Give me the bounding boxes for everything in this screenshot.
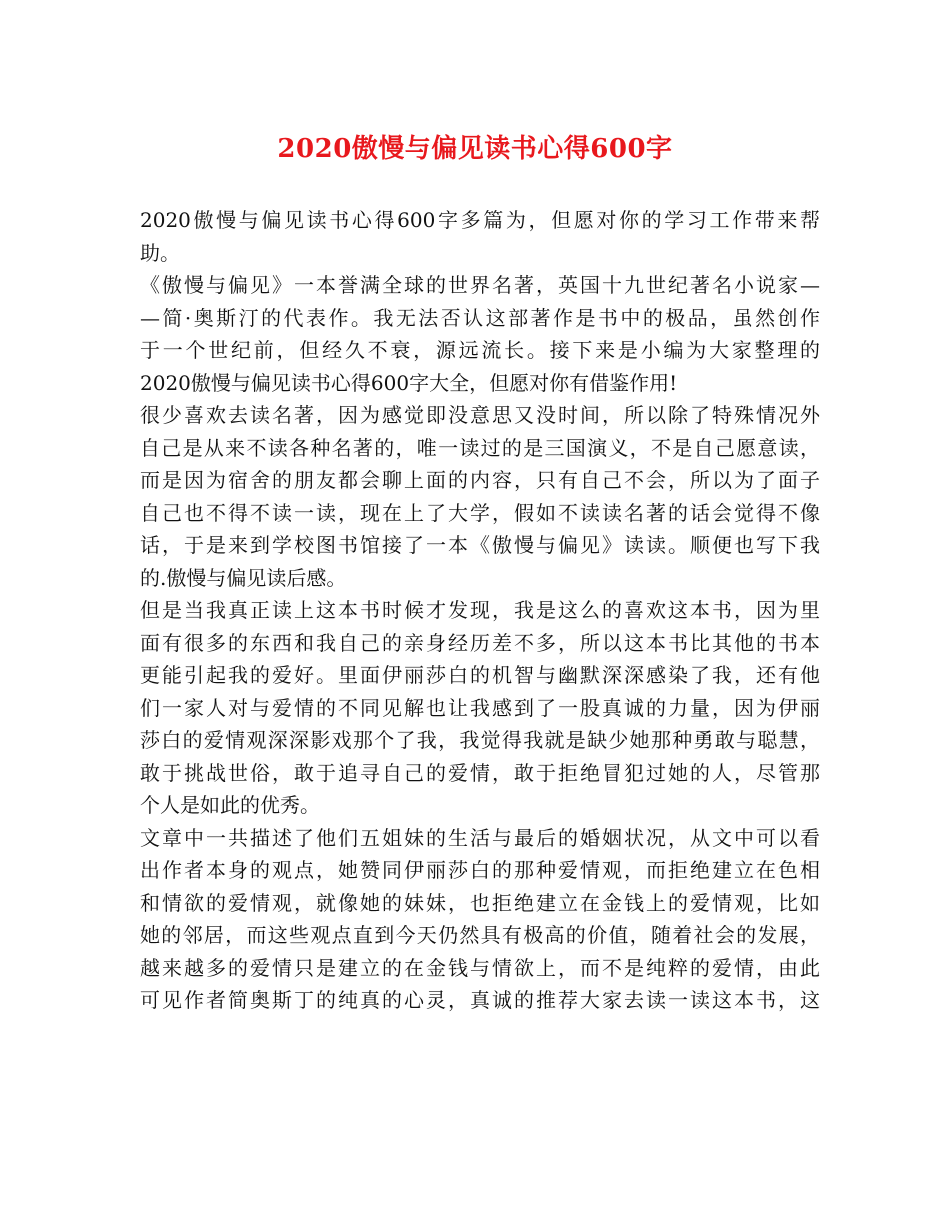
text-line: 个人是如此的优秀。 (140, 793, 320, 817)
document-title: 2020傲慢与偏见读书心得600字 (277, 134, 673, 164)
text-line: 可见作者简奥斯丁的纯真的心灵，真诚的推荐大家去读一读这本书，这 (140, 988, 820, 1012)
text-line: 敢于挑战世俗，敢于追寻自己的爱情，敢于拒绝冒犯过她的人，尽管那 (140, 760, 820, 785)
text-line: 们一家人对与爱情的不同见解也让我感到了一股真诚的力量，因为伊丽 (140, 695, 820, 720)
text-line: 《傲慢与偏见》一本誉满全球的世界名著，英国十九世纪著名小说家— (140, 273, 820, 297)
text-line: 的.傲慢与偏见读后感。 (140, 565, 347, 590)
text-line: 更能引起我的爱好。里面伊丽莎白的机智与幽默深深感染了我，还有他 (140, 663, 820, 687)
text-line: 自己是从来不读各种名著的，唯一读过的是三国演义，不是自己愿意读， (140, 435, 820, 460)
text-line: 文章中一共描述了他们五姐妹的生活与最后的婚姻状况，从文中可以看 (140, 825, 820, 850)
text-line: 而是因为宿舍的朋友都会聊上面的内容，只有自己不会，所以为了面子 (140, 468, 820, 492)
text-line: 话，于是来到学校图书馆接了一本《傲慢与偏见》读读。顺便也写下我 (140, 533, 820, 557)
text-line: 助。 (140, 240, 180, 265)
text-line: 和情欲的爱情观，就像她的妹妹，也拒绝建立在金钱上的爱情观，比如 (140, 890, 820, 915)
text-line: 2020傲慢与偏见读书心得600字大全，但愿对你有借鉴作用! (140, 370, 678, 395)
text-line: 莎白的爱情观深深影戏那个了我，我觉得我就是缺少她那种勇敢与聪慧， (140, 728, 820, 752)
text-line: 很少喜欢去读名著，因为感觉即没意思又没时间，所以除了特殊情况外 (140, 403, 820, 427)
text-line: 出作者本身的观点，她赞同伊丽莎白的那种爱情观，而拒绝建立在色相 (140, 858, 820, 882)
text-line: 于一个世纪前，但经久不衰，源远流长。接下来是小编为大家整理的 (140, 338, 820, 362)
text-line: —简·奥斯汀的代表作。我无法否认这部著作是书中的极品，虽然创作 (140, 305, 820, 330)
text-line: 自己也不得不读一读，现在上了大学，假如不读读名著的话会觉得不像 (140, 500, 820, 525)
document-body (140, 204, 820, 1017)
text-line: 面有很多的东西和我自己的亲身经历差不多，所以这本书比其他的书本 (140, 630, 820, 655)
text-line: 2020傲慢与偏见读书心得600字多篇为，但愿对你的学习工作带来帮 (140, 208, 820, 232)
text-line: 越来越多的爱情只是建立的在金钱与情欲上，而不是纯粹的爱情，由此 (140, 955, 820, 980)
text-line: 她的邻居，而这些观点直到今天仍然具有极高的价值，随着社会的发展， (140, 923, 820, 947)
text-line: 但是当我真正读上这本书时候才发现，我是这么的喜欢这本书，因为里 (140, 598, 820, 622)
